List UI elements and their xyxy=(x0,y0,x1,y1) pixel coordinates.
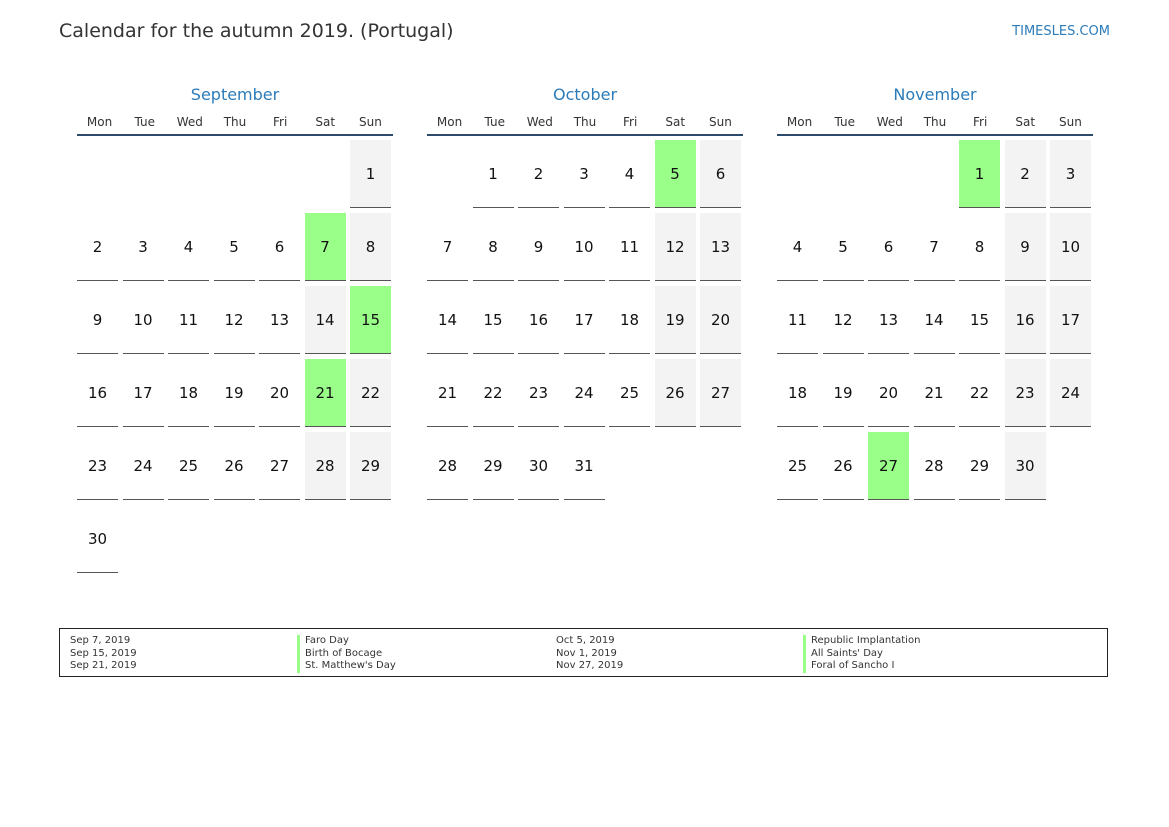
day-cell[interactable]: 24 xyxy=(1050,359,1091,427)
holiday-day-cell[interactable]: 7 xyxy=(305,213,346,281)
day-cell[interactable]: 13 xyxy=(868,286,909,354)
day-cell[interactable]: 11 xyxy=(168,286,209,354)
day-cell[interactable]: 25 xyxy=(609,359,650,427)
day-cell[interactable]: 11 xyxy=(609,213,650,281)
month-title: November xyxy=(893,85,977,104)
legend-holiday-name: Foral of Sancho I xyxy=(803,660,920,673)
day-cell[interactable]: 4 xyxy=(168,213,209,281)
day-grid xyxy=(427,140,743,500)
day-cell[interactable]: 3 xyxy=(123,213,164,281)
empty-cell xyxy=(823,140,864,208)
day-cell[interactable]: 8 xyxy=(473,213,514,281)
legend-holiday-name: Republic Implantation xyxy=(803,635,920,648)
holiday-legend xyxy=(59,628,1108,677)
weekday-label: Tue xyxy=(484,115,505,129)
legend-date: Nov 1, 2019 xyxy=(556,647,617,659)
day-cell[interactable]: 30 xyxy=(1005,432,1046,500)
day-cell[interactable]: 21 xyxy=(914,359,955,427)
page-title: Calendar for the autumn 2019. (Portugal) xyxy=(59,20,454,42)
empty-cell xyxy=(259,140,300,208)
day-cell[interactable]: 9 xyxy=(1005,213,1046,281)
day-cell[interactable]: 19 xyxy=(214,359,255,427)
day-cell[interactable]: 6 xyxy=(700,140,741,208)
day-cell[interactable]: 3 xyxy=(1050,140,1091,208)
day-cell[interactable]: 17 xyxy=(1050,286,1091,354)
day-cell[interactable]: 8 xyxy=(959,213,1000,281)
day-cell[interactable]: 4 xyxy=(609,140,650,208)
day-cell[interactable]: 22 xyxy=(350,359,391,427)
legend-dates-right xyxy=(556,635,623,673)
day-cell[interactable]: 1 xyxy=(473,140,514,208)
day-cell[interactable]: 6 xyxy=(259,213,300,281)
day-cell[interactable]: 3 xyxy=(564,140,605,208)
weekday-label: Thu xyxy=(573,115,597,129)
day-cell[interactable]: 5 xyxy=(823,213,864,281)
day-cell[interactable]: 29 xyxy=(350,432,391,500)
day-grid xyxy=(77,140,393,573)
day-cell[interactable]: 25 xyxy=(777,432,818,500)
day-cell[interactable]: 26 xyxy=(214,432,255,500)
weekday-label: Thu xyxy=(223,115,247,129)
day-cell[interactable]: 13 xyxy=(700,213,741,281)
weekday-label: Sat xyxy=(315,115,336,129)
day-cell[interactable]: 30 xyxy=(518,432,559,500)
day-cell[interactable]: 22 xyxy=(473,359,514,427)
legend-names-right xyxy=(803,635,920,673)
site-link[interactable]: TIMESLES.COM xyxy=(1012,24,1110,39)
weekday-label: Fri xyxy=(272,115,288,129)
day-cell[interactable]: 12 xyxy=(823,286,864,354)
day-cell[interactable]: 26 xyxy=(823,432,864,500)
day-cell[interactable]: 31 xyxy=(564,432,605,500)
weekday-label: Sat xyxy=(1015,115,1036,129)
weekday-label: Tue xyxy=(134,115,155,129)
day-cell[interactable]: 20 xyxy=(259,359,300,427)
weekday-label: Mon xyxy=(86,115,113,129)
weekday-label: Sun xyxy=(709,115,732,129)
weekday-label: Wed xyxy=(876,115,903,129)
day-cell[interactable]: 20 xyxy=(868,359,909,427)
day-cell[interactable]: 13 xyxy=(259,286,300,354)
day-cell[interactable]: 7 xyxy=(427,213,468,281)
day-cell[interactable]: 25 xyxy=(168,432,209,500)
weekday-label: Wed xyxy=(526,115,553,129)
legend-date: Sep 7, 2019 xyxy=(70,635,131,646)
empty-cell xyxy=(427,140,468,208)
day-cell[interactable]: 14 xyxy=(305,286,346,354)
weekday-label: Sat xyxy=(665,115,686,129)
day-cell[interactable]: 27 xyxy=(700,359,741,427)
day-cell[interactable]: 14 xyxy=(427,286,468,354)
day-cell[interactable]: 7 xyxy=(914,213,955,281)
day-cell[interactable]: 18 xyxy=(168,359,209,427)
day-cell[interactable]: 28 xyxy=(305,432,346,500)
day-cell[interactable]: 15 xyxy=(473,286,514,354)
day-cell[interactable]: 16 xyxy=(1005,286,1046,354)
day-cell[interactable]: 17 xyxy=(123,359,164,427)
day-cell[interactable]: 26 xyxy=(655,359,696,427)
weekday-header xyxy=(427,114,743,136)
day-cell[interactable]: 10 xyxy=(1050,213,1091,281)
day-cell[interactable]: 10 xyxy=(123,286,164,354)
day-cell[interactable]: 12 xyxy=(214,286,255,354)
holiday-day-cell[interactable]: 21 xyxy=(305,359,346,427)
day-cell[interactable]: 9 xyxy=(77,286,118,354)
legend-holiday-name: All Saints' Day xyxy=(803,648,920,661)
day-cell[interactable]: 6 xyxy=(868,213,909,281)
day-cell[interactable]: 18 xyxy=(609,286,650,354)
day-cell[interactable]: 28 xyxy=(427,432,468,500)
day-cell[interactable]: 10 xyxy=(564,213,605,281)
day-cell[interactable]: 12 xyxy=(655,213,696,281)
day-cell[interactable]: 14 xyxy=(914,286,955,354)
day-cell[interactable]: 28 xyxy=(914,432,955,500)
day-cell[interactable]: 16 xyxy=(77,359,118,427)
legend-date: Oct 5, 2019 xyxy=(556,635,615,646)
day-cell[interactable]: 19 xyxy=(655,286,696,354)
day-cell[interactable]: 2 xyxy=(518,140,559,208)
day-cell[interactable]: 24 xyxy=(564,359,605,427)
legend-dates-left xyxy=(70,635,137,673)
holiday-day-cell[interactable]: 15 xyxy=(350,286,391,354)
empty-cell xyxy=(868,140,909,208)
empty-cell xyxy=(777,140,818,208)
weekday-label: Mon xyxy=(786,115,813,129)
day-cell[interactable]: 23 xyxy=(518,359,559,427)
day-cell[interactable]: 18 xyxy=(777,359,818,427)
month-october xyxy=(427,84,743,500)
day-cell[interactable]: 23 xyxy=(1005,359,1046,427)
holiday-day-cell[interactable]: 5 xyxy=(655,140,696,208)
weekday-label: Thu xyxy=(923,115,947,129)
empty-cell xyxy=(305,140,346,208)
legend-holiday-name: St. Matthew's Day xyxy=(297,660,396,673)
day-cell[interactable]: 29 xyxy=(959,432,1000,500)
day-cell[interactable]: 20 xyxy=(700,286,741,354)
day-cell[interactable]: 2 xyxy=(1005,140,1046,208)
day-cell[interactable]: 27 xyxy=(259,432,300,500)
legend-names-left xyxy=(297,635,396,673)
month-title: September xyxy=(190,85,280,104)
weekday-label: Tue xyxy=(834,115,855,129)
weekday-label: Sun xyxy=(1059,115,1082,129)
weekday-header xyxy=(77,114,393,136)
day-cell[interactable]: 8 xyxy=(350,213,391,281)
empty-cell xyxy=(168,140,209,208)
day-cell[interactable]: 16 xyxy=(518,286,559,354)
day-cell[interactable]: 21 xyxy=(427,359,468,427)
weekday-header xyxy=(777,114,1093,136)
day-cell[interactable]: 22 xyxy=(959,359,1000,427)
day-cell[interactable]: 2 xyxy=(77,213,118,281)
day-cell[interactable]: 24 xyxy=(123,432,164,500)
legend-date: Sep 21, 2019 xyxy=(70,660,137,671)
day-grid xyxy=(777,140,1093,500)
month-november xyxy=(777,84,1093,500)
legend-holiday-name: Birth of Bocage xyxy=(297,648,396,661)
day-cell[interactable]: 19 xyxy=(823,359,864,427)
day-cell[interactable]: 17 xyxy=(564,286,605,354)
empty-cell xyxy=(214,140,255,208)
legend-date: Nov 27, 2019 xyxy=(556,660,624,671)
month-september xyxy=(77,84,393,573)
weekday-label: Mon xyxy=(436,115,463,129)
legend-date: Sep 15, 2019 xyxy=(70,647,137,659)
weekday-label: Fri xyxy=(622,115,638,129)
day-cell[interactable]: 29 xyxy=(473,432,514,500)
day-cell[interactable]: 4 xyxy=(777,213,818,281)
day-cell[interactable]: 11 xyxy=(777,286,818,354)
weekday-label: Fri xyxy=(972,115,988,129)
weekday-label: Wed xyxy=(176,115,203,129)
empty-cell xyxy=(123,140,164,208)
day-cell[interactable]: 23 xyxy=(77,432,118,500)
legend-holiday-name: Faro Day xyxy=(297,635,396,648)
day-cell[interactable]: 5 xyxy=(214,213,255,281)
month-title: October xyxy=(552,85,618,104)
day-cell[interactable]: 15 xyxy=(959,286,1000,354)
day-cell[interactable]: 1 xyxy=(350,140,391,208)
empty-cell xyxy=(914,140,955,208)
day-cell[interactable]: 30 xyxy=(77,505,118,573)
empty-cell xyxy=(77,140,118,208)
holiday-day-cell[interactable]: 27 xyxy=(868,432,909,500)
holiday-day-cell[interactable]: 1 xyxy=(959,140,1000,208)
day-cell[interactable]: 9 xyxy=(518,213,559,281)
weekday-label: Sun xyxy=(359,115,382,129)
